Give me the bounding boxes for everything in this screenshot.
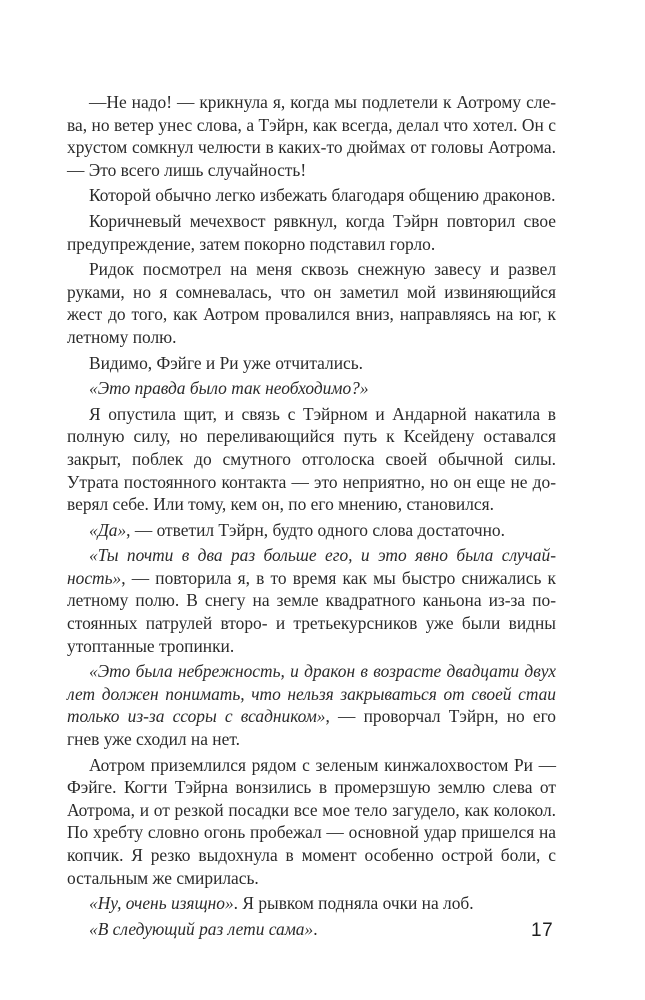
paragraph: [67, 403, 556, 516]
text-run: Которой обычно легко избежать благодаря общению драконов.: [89, 185, 556, 206]
text-run: —Не надо! — крикнула я, когда мы подлетели к Аотрому слева, но ветер унес слова, а Тэйрн, как всегда, делал что хотел. Он с хрустом сомкнул челюсти в каких-то дюймах от головы Аотрома. — Это всего лишь случайность!: [67, 92, 556, 180]
text-run: Аотром приземлился рядом с зеленым кинжалохвостом Ри — Фэйге. Когти Тэйрна вонзились в промерзшую землю слева от Аотрома, и от резкой посадки все мое тело загудело, как колокол. По хребту словно огонь пробежал — основной удар пришелся на копчик. Я резко выдохнула в момент особенно острой боли, с остальным же смирилась.: [67, 754, 556, 888]
paragraph: [67, 91, 556, 181]
paragraph: [67, 892, 556, 915]
text-run: , — проворчал Тэйрн, но его гнев уже сходил на нет.: [67, 706, 556, 750]
text-run: Я опустила щит, и связь с Тэйрном и Андарной накатила в полную силу, но переливающийся путь к Ксейдену оставался закрыт, поблек до смутного отголоска своей обычной силы. Утрата постоянного контакта — это неприятно, но он еще не доверял себе. Или тому, кем он, по его мнению, становился.: [67, 403, 556, 515]
italic-text-run: «Ты почти в два раз больше его, и это явно была случайность»: [67, 545, 556, 588]
paragraph: [67, 918, 556, 941]
paragraph: [67, 258, 556, 348]
text-run: Ридок посмотрел на меня сквозь снежную завесу и развел руками, но я сомневалась, что он заметил мой извиняющийся жест до того, как Аотром провалился вниз, направляясь на юг, к летному полю.: [67, 259, 556, 347]
text-run: , — ответил Тэйрн, будто одного слова достаточно.: [126, 519, 505, 540]
italic-text-run: «Это была небрежность, и дракон в возрасте двадцати двух лет должен понимать, что нельзя закрываться от своей стаи только из-за ссоры с всадником»: [67, 661, 556, 727]
paragraph: [67, 754, 556, 890]
paragraph-telepathic-speech: [67, 377, 556, 400]
paragraph: [67, 544, 556, 657]
italic-text-run: «Это правда было так необходимо?»: [89, 378, 369, 399]
text-run: Коричневый мечехвост рявкнул, когда Тэйрн повторил свое предупреждение, затем покорно подставил горло.: [67, 210, 556, 254]
text-run: .: [313, 918, 318, 939]
text-run: . Я рывком подняла очки на лоб.: [233, 893, 474, 914]
paragraph: [67, 184, 556, 207]
italic-text-run: «Ну, очень изящно»: [89, 893, 234, 914]
book-page-body: [67, 91, 556, 943]
paragraph: [67, 210, 556, 255]
paragraph: [67, 519, 556, 542]
paragraph: [67, 660, 556, 750]
text-run: , — повторила я, в то время как мы быстро снижались к летному полю. В снегу на земле квадратного каньона из-за постоянных патрулей второ- и третьекурсников уже были видны утоптанные тропинки.: [67, 567, 556, 656]
paragraph: [67, 352, 556, 375]
italic-text-run: «В следующий раз лети сама»: [89, 918, 314, 939]
page-number: 17: [531, 920, 554, 941]
italic-text-run: «Да»: [89, 519, 127, 540]
text-run: Видимо, Фэйге и Ри уже отчитались.: [89, 352, 364, 373]
